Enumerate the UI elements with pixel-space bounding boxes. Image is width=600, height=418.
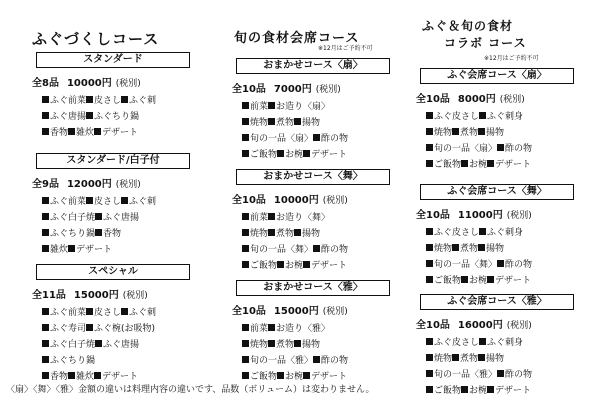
menu-item: 焼物 <box>242 115 268 131</box>
menu-item: 酢の物 <box>313 131 348 147</box>
footer-note: 〈扇〉〈舞〉〈雅〉金額の違いは料理内容の違いです、品数（ボリューム）は変わりません。 <box>6 385 375 395</box>
menu-item: デザート <box>94 125 138 141</box>
menu-item: 香物 <box>42 369 68 385</box>
menu-item: 旬の一品〈扇〉 <box>242 131 313 147</box>
menu-line <box>42 226 198 242</box>
price-line: 全8品 10000円 (税別) <box>32 78 141 89</box>
column-title-line2: コラボ コース <box>444 36 527 50</box>
menu-item: ご飯物 <box>426 273 461 289</box>
menu-item: 皮さし <box>86 305 121 321</box>
menu-item: ご飯物 <box>426 383 461 399</box>
menu-item: 酢の物 <box>497 367 532 383</box>
menu-line <box>42 109 198 125</box>
menu-item: 前菜 <box>242 99 268 115</box>
menu-line <box>42 194 198 210</box>
menu-item: 酢の物 <box>497 141 532 157</box>
menu-item: ふぐちり鍋 <box>42 353 95 369</box>
menu-line <box>42 321 198 337</box>
menu-line <box>42 210 198 226</box>
menu-item: 酢の物 <box>313 353 348 369</box>
menu-line <box>426 157 582 173</box>
menu-item: デザート <box>94 369 138 385</box>
menu-item: ふぐ唐揚 <box>95 210 139 226</box>
menu-line <box>42 337 198 353</box>
menu-line <box>242 321 398 337</box>
menu-item: デザート <box>487 383 531 399</box>
course-fugu-kaiseki-miyabi <box>412 294 582 399</box>
menu-line <box>242 99 398 115</box>
menu-item: デザート <box>487 157 531 173</box>
menu-item: ふぐ皮さし <box>426 109 479 125</box>
menu-item: 香物 <box>95 226 121 242</box>
menu-item: 旬の一品〈扇〉 <box>426 141 497 157</box>
price-line: 全11品 15000円 (税別) <box>32 290 148 301</box>
menu-item: 皮さし <box>86 194 121 210</box>
menu-line <box>42 93 198 109</box>
menu-item: ご飯物 <box>426 157 461 173</box>
course-name: スタンダード/白子付 <box>36 153 190 169</box>
price-line: 全9品 12000円 (税別) <box>32 179 141 190</box>
course-omakase-mai <box>228 169 398 274</box>
menu-item: ふぐ皮さし <box>426 225 479 241</box>
course-name: スペシャル <box>36 264 190 280</box>
menu-line <box>42 242 198 258</box>
menu-item: 雑炊 <box>68 125 94 141</box>
menu-item: 雑炊 <box>42 242 68 258</box>
menu-item: ふぐ前菜 <box>42 305 86 321</box>
menu-item: ふぐちり鍋 <box>86 109 139 125</box>
menu-item: ふぐちり鍋 <box>42 226 95 242</box>
menu-item: ふぐ唐揚 <box>95 337 139 353</box>
menu-item: 煮物 <box>268 115 294 131</box>
menu-item: 焼物 <box>242 337 268 353</box>
menu-line <box>242 337 398 353</box>
menu-item: 旬の一品〈雅〉 <box>242 353 313 369</box>
menu-line <box>42 125 198 141</box>
menu-item: ふぐ刺身 <box>479 335 523 351</box>
menu-item: ふぐ寿司 <box>42 321 86 337</box>
menu-line <box>242 258 398 274</box>
menu-line <box>426 109 582 125</box>
menu-item: お造り〈扇〉 <box>268 99 330 115</box>
price-line: 全10品 7000円 (税別) <box>232 84 341 95</box>
menu-item: ふぐ白子焼 <box>42 210 95 226</box>
menu-item: デザート <box>303 147 347 163</box>
course-name: ふぐ会席コース〈扇〉 <box>420 68 574 84</box>
menu-item: デザート <box>487 273 531 289</box>
menu-line <box>242 226 398 242</box>
menu-line <box>242 147 398 163</box>
course-name: スタンダード <box>36 52 190 68</box>
course-name: ふぐ会席コース〈雅〉 <box>420 294 574 310</box>
menu-item: 旬の一品〈舞〉 <box>242 242 313 258</box>
course-omakase-miyabi <box>228 280 398 385</box>
menu-line <box>42 305 198 321</box>
menu-item: 揚物 <box>478 351 504 367</box>
menu-item: お椀 <box>277 147 303 163</box>
menu-item: 皮さし <box>86 93 121 109</box>
menu-item: ふぐ刺 <box>121 194 156 210</box>
menu-item: 酢の物 <box>313 242 348 258</box>
menu-line <box>426 125 582 141</box>
price-line: 全10品 11000円 (税別) <box>416 210 532 221</box>
menu-item: 酢の物 <box>497 257 532 273</box>
menu-item: 揚物 <box>294 337 320 353</box>
menu-item: ふぐ椀(お吸物) <box>86 321 155 337</box>
menu-item: 揚物 <box>478 125 504 141</box>
menu-item: 焼物 <box>426 351 452 367</box>
price-line: 全10品 8000円 (税別) <box>416 94 525 105</box>
menu-item: 揚物 <box>294 226 320 242</box>
menu-item: ふぐ刺 <box>121 305 156 321</box>
menu-item: デザート <box>68 242 112 258</box>
course-standard-shirako <box>28 153 198 258</box>
course-name: おまかせコース〈扇〉 <box>236 58 390 74</box>
menu-item: ふぐ刺 <box>121 93 156 109</box>
menu-line <box>426 273 582 289</box>
column-title: 旬の食材会席コース <box>234 31 360 46</box>
menu-line <box>426 241 582 257</box>
menu-item: デザート <box>303 258 347 274</box>
menu-item: ふぐ前菜 <box>42 194 86 210</box>
menu-item: 旬の一品〈雅〉 <box>426 367 497 383</box>
course-special <box>28 264 198 385</box>
menu-item: 煮物 <box>452 241 478 257</box>
course-standard <box>28 52 198 141</box>
menu-item: 煮物 <box>268 226 294 242</box>
course-fugu-kaiseki-ogi <box>412 68 582 173</box>
menu-line <box>242 353 398 369</box>
menu-item: ふぐ白子焼 <box>42 337 95 353</box>
menu-item: ご飯物 <box>242 147 277 163</box>
menu-item: 煮物 <box>268 337 294 353</box>
menu-item: 旬の一品〈舞〉 <box>426 257 497 273</box>
menu-item: お造り〈雅〉 <box>268 321 330 337</box>
menu-item: お椀 <box>277 258 303 274</box>
price-line: 全10品 10000円 (税別) <box>232 195 348 206</box>
menu-item: 香物 <box>42 125 68 141</box>
course-omakase-ogi <box>228 58 398 163</box>
menu-line <box>426 383 582 399</box>
menu-item: お椀 <box>461 383 487 399</box>
menu-line <box>426 367 582 383</box>
menu-line <box>242 115 398 131</box>
menu-line <box>242 210 398 226</box>
course-fugu-kaiseki-mai <box>412 184 582 289</box>
menu-item: ふぐ前菜 <box>42 93 86 109</box>
menu-item: 前菜 <box>242 321 268 337</box>
menu-item: 揚物 <box>478 241 504 257</box>
menu-item: デザート <box>303 369 347 385</box>
menu-item: お椀 <box>461 273 487 289</box>
price-line: 全10品 15000円 (税別) <box>232 306 348 317</box>
menu-item: 焼物 <box>426 125 452 141</box>
column-title-line1: ふぐ＆旬の食材 <box>422 19 514 33</box>
menu-line <box>426 141 582 157</box>
menu-item: 焼物 <box>242 226 268 242</box>
reservation-note: ※12月はご予約不可 <box>318 45 373 52</box>
column-title: ふぐづくしコース <box>32 30 160 48</box>
menu-item: ご飯物 <box>242 258 277 274</box>
course-name: ふぐ会席コース〈舞〉 <box>420 184 574 200</box>
menu-item: 前菜 <box>242 210 268 226</box>
menu-line <box>242 242 398 258</box>
menu-line <box>426 335 582 351</box>
menu-line <box>42 353 198 369</box>
course-name: おまかせコース〈舞〉 <box>236 169 390 185</box>
menu-item: 焼物 <box>426 241 452 257</box>
reservation-note: ※12月はご予約不可 <box>484 55 539 62</box>
menu-item: ご飯物 <box>242 369 277 385</box>
menu-item: ふぐ皮さし <box>426 335 479 351</box>
course-name: おまかせコース〈雅〉 <box>236 280 390 296</box>
menu-item: ふぐ刺身 <box>479 109 523 125</box>
menu-item: 雑炊 <box>68 369 94 385</box>
menu-line <box>242 131 398 147</box>
menu-item: 揚物 <box>294 115 320 131</box>
menu-item: 煮物 <box>452 125 478 141</box>
menu-item: お造り〈舞〉 <box>268 210 330 226</box>
menu-item: ふぐ刺身 <box>479 225 523 241</box>
menu-item: ふぐ唐揚 <box>42 109 86 125</box>
menu-item: お椀 <box>461 157 487 173</box>
price-line: 全10品 16000円 (税別) <box>416 320 532 331</box>
menu-item: お椀 <box>277 369 303 385</box>
menu-line <box>426 351 582 367</box>
menu-item: 煮物 <box>452 351 478 367</box>
menu-line <box>426 225 582 241</box>
menu-line <box>426 257 582 273</box>
